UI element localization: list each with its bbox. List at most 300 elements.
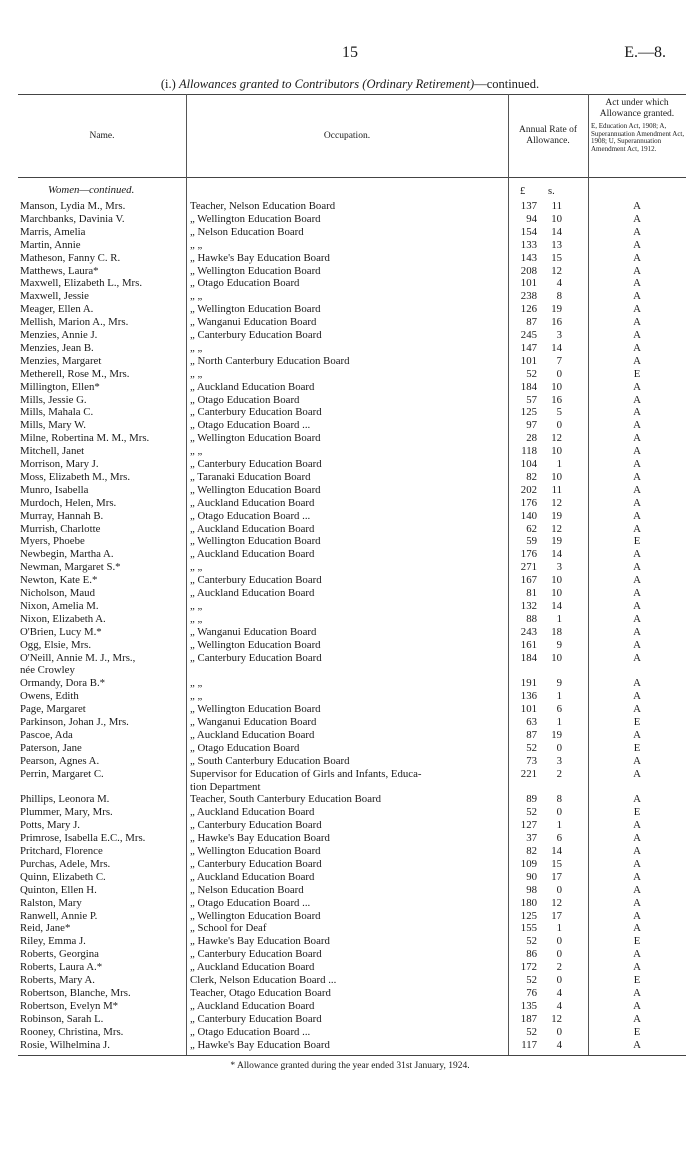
row-shillings: 10 (551, 380, 562, 393)
table-row (18, 806, 686, 819)
row-name: Ranwell, Annie P. (20, 909, 98, 922)
row-act: A (633, 754, 641, 767)
row-name: Myers, Phoebe (20, 535, 85, 548)
row-shillings: 14 (551, 599, 562, 612)
row-shillings: 14 (551, 845, 562, 857)
row-occupation: „ South Canterbury Education Board (190, 754, 350, 767)
row-pounds: 73 (526, 754, 537, 767)
row-occupation: „ Wellington Education Board (190, 212, 321, 225)
row-shillings: 3 (556, 754, 562, 767)
row-name: Menzies, Margaret (20, 354, 102, 367)
table-row (18, 716, 686, 729)
row-shillings: 0 (556, 419, 562, 432)
section-label: Women—continued. (48, 184, 135, 196)
table-row (18, 445, 686, 458)
row-act: A (633, 845, 641, 857)
row-occupation: Teacher, Otago Education Board (190, 986, 331, 999)
row-occupation: „ „ (190, 561, 203, 574)
row-occupation: „ Wellington Education Board (190, 535, 321, 548)
row-name: Riley, Emma J. (20, 935, 86, 948)
row-shillings: 9 (556, 677, 562, 690)
row-act: A (633, 483, 641, 496)
row-name: Plummer, Mary, Mrs. (20, 806, 113, 819)
row-act: E (633, 974, 641, 986)
table-row (18, 948, 686, 961)
row-pounds: 104 (520, 458, 537, 470)
row-act: A (633, 883, 641, 896)
footer-rule (18, 1055, 686, 1056)
row-act: A (633, 393, 641, 406)
row-act: A (633, 703, 641, 716)
row-shillings: 10 (551, 445, 562, 458)
table-row (18, 858, 686, 871)
row-occupation: „ Auckland Education Board (190, 806, 315, 819)
row-shillings: 4 (556, 999, 562, 1012)
row-pounds: 89 (526, 793, 537, 806)
row-name: Manson, Lydia M., Mrs. (20, 200, 126, 212)
row-pounds: 238 (520, 290, 537, 303)
row-occupation: „ Taranaki Education Board (190, 470, 311, 483)
row-act: A (633, 625, 641, 638)
table-row (18, 961, 686, 974)
row-pounds: 52 (526, 935, 537, 948)
row-shillings: 10 (551, 574, 562, 587)
table-row (18, 742, 686, 755)
row-name: Munro, Isabella (20, 483, 89, 496)
row-name: Ormandy, Dora B.* (20, 677, 106, 690)
table-row (18, 394, 686, 407)
row-pounds: 136 (520, 690, 537, 703)
row-name: Maxwell, Elizabeth L., Mrs. (20, 277, 143, 290)
row-shillings: 11 (551, 483, 562, 496)
row-act: A (633, 1012, 641, 1025)
row-act: A (633, 329, 641, 341)
row-name: Owens, Edith (20, 690, 79, 703)
row-pounds: 176 (520, 496, 537, 509)
row-name: Robertson, Blanche, Mrs. (20, 986, 131, 999)
row-occupation: „ Canterbury Education Board (190, 857, 322, 870)
table-row (18, 755, 686, 768)
row-pounds: 94 (526, 212, 537, 225)
row-occupation: „ Auckland Education Board (190, 548, 315, 561)
row-act: A (633, 767, 641, 780)
row-act: E (633, 806, 641, 819)
row-occupation: „ Canterbury Education Board (190, 948, 322, 961)
row-shillings: 1 (556, 716, 562, 728)
row-name: Pritchard, Florence (20, 845, 103, 857)
row-occupation: tion Department (190, 780, 261, 793)
row-act: A (633, 612, 641, 625)
row-name: Matthews, Laura* (20, 264, 99, 277)
table-row (18, 781, 686, 794)
table-row (18, 226, 686, 239)
row-pounds: 221 (520, 767, 537, 780)
row-act: A (633, 909, 641, 922)
row-act: A (633, 458, 641, 470)
row-pounds: 155 (520, 922, 537, 935)
row-act: A (633, 341, 641, 354)
row-act: A (633, 832, 641, 845)
row-occupation: „ Canterbury Education Board (190, 329, 322, 341)
row-shillings: 2 (556, 961, 562, 974)
row-shillings: 0 (556, 1025, 562, 1038)
row-act: A (633, 238, 641, 251)
row-name: Pearson, Agnes A. (20, 754, 100, 767)
row-shillings: 9 (556, 638, 562, 651)
row-name: Mills, Mary W. (20, 419, 86, 432)
row-act: A (633, 445, 641, 458)
row-act: E (633, 741, 641, 754)
row-act: A (633, 986, 641, 999)
row-pounds: 57 (526, 393, 537, 406)
table-row (18, 974, 686, 987)
row-occupation: „ „ (190, 238, 203, 251)
table-row (18, 922, 686, 935)
row-shillings: 19 (551, 535, 562, 548)
row-shillings: 1 (556, 458, 562, 470)
row-pounds: 109 (520, 857, 537, 870)
table-row (18, 587, 686, 600)
row-pounds: 101 (520, 703, 537, 716)
row-pounds: 208 (520, 264, 537, 277)
row-pounds: 180 (520, 896, 537, 909)
table-row (18, 484, 686, 497)
row-occupation: „ Canterbury Education Board (190, 574, 322, 587)
row-shillings: 12 (551, 432, 562, 445)
table-row (18, 239, 686, 252)
row-occupation: „ Nelson Education Board (190, 883, 304, 896)
row-occupation: „ Otago Education Board (190, 393, 300, 406)
table-row (18, 729, 686, 742)
row-name: Matheson, Fanny C. R. (20, 251, 121, 264)
table-row (18, 639, 686, 652)
row-name: Martin, Annie (20, 238, 81, 251)
row-act: A (633, 870, 641, 883)
row-pounds: 118 (521, 445, 537, 458)
row-shillings: 10 (551, 470, 562, 483)
row-shillings: 12 (551, 896, 562, 909)
row-shillings: 18 (551, 625, 562, 638)
row-pounds: 202 (520, 483, 537, 496)
table-row (18, 535, 686, 548)
row-occupation: Teacher, South Canterbury Education Board (190, 793, 381, 806)
row-pounds: 176 (520, 548, 537, 561)
row-shillings: 1 (556, 922, 562, 935)
row-occupation: „ Wanganui Education Board (190, 625, 317, 638)
row-name: Murrish, Charlotte (20, 522, 101, 535)
row-act: A (633, 303, 641, 316)
header-act (588, 95, 686, 180)
row-name: Mills, Mahala C. (20, 406, 94, 419)
row-act: A (633, 961, 641, 974)
row-pounds: 63 (526, 716, 537, 728)
row-act: A (633, 419, 641, 432)
table-row (18, 832, 686, 845)
row-name: Perrin, Margaret C. (20, 767, 104, 780)
row-act: A (633, 264, 641, 277)
table-row (18, 664, 686, 677)
row-pounds: 125 (520, 406, 537, 419)
row-shillings: 16 (551, 393, 562, 406)
row-pounds: 88 (526, 612, 537, 625)
row-pounds: 184 (520, 380, 537, 393)
row-shillings: 0 (556, 948, 562, 961)
row-name: Marchbanks, Davinia V. (20, 212, 125, 225)
row-name: Newman, Margaret S.* (20, 561, 121, 574)
row-occupation: „ Wellington Education Board (190, 264, 321, 277)
row-shillings: 4 (556, 986, 562, 999)
pounds-heading: £ (520, 186, 526, 197)
row-pounds: 86 (526, 948, 537, 961)
row-occupation: „ Canterbury Education Board (190, 819, 322, 832)
row-shillings: 19 (551, 303, 562, 316)
row-occupation: „ Nelson Education Board (190, 225, 304, 238)
row-name: Quinn, Elizabeth C. (20, 870, 106, 883)
row-pounds: 59 (526, 535, 537, 548)
row-shillings: 1 (556, 819, 562, 832)
row-name: Primrose, Isabella E.C., Mrs. (20, 832, 146, 845)
row-shillings: 0 (556, 883, 562, 896)
row-shillings: 17 (551, 870, 562, 883)
row-act: A (633, 509, 641, 522)
row-name: Nixon, Elizabeth A. (20, 612, 106, 625)
row-name: Robinson, Sarah L. (20, 1012, 104, 1025)
row-occupation: „ Otago Education Board ... (190, 896, 311, 909)
row-act: A (633, 316, 641, 329)
row-occupation: „ „ (190, 612, 203, 625)
row-name: O'Neill, Annie M. J., Mrs., (20, 651, 136, 664)
row-occupation: „ Auckland Education Board (190, 870, 315, 883)
row-act: E (633, 1025, 641, 1038)
row-occupation: „ Hawke's Bay Education Board (190, 935, 330, 948)
row-occupation: „ „ (190, 367, 203, 380)
row-pounds: 245 (520, 329, 537, 341)
row-pounds: 127 (520, 819, 537, 832)
row-occupation: „ „ (190, 599, 203, 612)
row-occupation: „ „ (190, 341, 203, 354)
row-name: Marris, Amelia (20, 225, 86, 238)
page-code: E.—8. (624, 44, 666, 61)
row-shillings: 0 (556, 806, 562, 819)
row-pounds: 137 (520, 200, 537, 212)
row-shillings: 15 (551, 251, 562, 264)
row-name: Parkinson, Johan J., Mrs. (20, 716, 129, 728)
row-shillings: 6 (556, 832, 562, 845)
table-row (18, 1013, 686, 1026)
table-row (18, 600, 686, 613)
row-occupation: „ Wellington Education Board (190, 483, 321, 496)
row-occupation: „ „ (190, 677, 203, 690)
table-row (18, 265, 686, 278)
row-shillings: 14 (551, 341, 562, 354)
row-shillings: 1 (556, 690, 562, 703)
row-occupation: „ Auckland Education Board (190, 728, 315, 741)
row-occupation: „ Canterbury Education Board (190, 1012, 322, 1025)
row-name: Potts, Mary J. (20, 819, 80, 832)
row-name: Moss, Elizabeth M., Mrs. (20, 470, 131, 483)
row-shillings: 17 (551, 909, 562, 922)
table-row (18, 677, 686, 690)
row-act: A (633, 587, 641, 599)
row-pounds: 37 (526, 832, 537, 845)
row-shillings: 8 (556, 290, 562, 303)
row-pounds: 172 (520, 961, 537, 974)
row-occupation: „ Wellington Education Board (190, 303, 321, 316)
row-shillings: 7 (556, 354, 562, 367)
row-pounds: 167 (520, 574, 537, 587)
title-suffix: —continued. (474, 77, 540, 91)
table-row (18, 1026, 686, 1039)
row-name: Paterson, Jane (20, 741, 82, 754)
row-pounds: 52 (526, 367, 537, 380)
row-act: E (633, 935, 641, 948)
table-row (18, 845, 686, 858)
table-row (18, 252, 686, 265)
row-name: Murdoch, Helen, Mrs. (20, 496, 117, 509)
row-name: Menzies, Jean B. (20, 341, 94, 354)
row-occupation: „ Wellington Education Board (190, 638, 321, 651)
row-shillings: 19 (551, 728, 562, 741)
row-act: A (633, 212, 641, 225)
row-act: A (633, 432, 641, 445)
row-shillings: 12 (551, 496, 562, 509)
row-shillings: 0 (556, 367, 562, 380)
row-name: Rosie, Wilhelmina J. (20, 1038, 110, 1051)
row-pounds: 184 (520, 651, 537, 664)
row-pounds: 187 (520, 1012, 537, 1025)
row-act: A (633, 948, 641, 961)
row-occupation: „ „ (190, 290, 203, 303)
row-act: A (633, 819, 641, 832)
table-row (18, 690, 686, 703)
row-pounds: 87 (526, 728, 537, 741)
row-pounds: 82 (526, 470, 537, 483)
row-occupation: „ School for Deaf (190, 922, 267, 935)
row-name: Meager, Ellen A. (20, 303, 94, 316)
table-row (18, 652, 686, 665)
row-name: Mellish, Marion A., Mrs. (20, 316, 129, 329)
row-occupation: „ „ (190, 690, 203, 703)
row-name: Menzies, Annie J. (20, 329, 98, 341)
row-occupation: „ Canterbury Education Board (190, 458, 322, 470)
row-name: Millington, Ellen* (20, 380, 100, 393)
row-occupation: „ Hawke's Bay Education Board (190, 251, 330, 264)
row-name: Robertson, Evelyn M* (20, 999, 119, 1012)
row-shillings: 14 (551, 225, 562, 238)
row-occupation: Clerk, Nelson Education Board ... (190, 974, 337, 986)
row-pounds: 143 (520, 251, 537, 264)
row-occupation: „ Otago Education Board (190, 741, 300, 754)
row-name: Mills, Jessie G. (20, 393, 87, 406)
table-header (18, 94, 686, 178)
row-occupation: „ Wanganui Education Board (190, 716, 317, 728)
page-number: 15 (342, 44, 358, 61)
table-row (18, 368, 686, 381)
row-pounds: 98 (526, 883, 537, 896)
row-shillings: 12 (551, 264, 562, 277)
row-act: E (633, 716, 641, 728)
row-act: A (633, 999, 641, 1012)
row-pounds: 52 (526, 806, 537, 819)
table-row (18, 884, 686, 897)
row-shillings: 0 (556, 974, 562, 986)
row-pounds: 117 (521, 1038, 537, 1051)
row-pounds: 82 (526, 845, 537, 857)
row-name: Reid, Jane* (20, 922, 71, 935)
table-row (18, 277, 686, 290)
row-shillings: 12 (551, 522, 562, 535)
row-name: Page, Margaret (20, 703, 86, 716)
shillings-heading: s. (548, 186, 555, 197)
row-occupation: „ Hawke's Bay Education Board (190, 1038, 330, 1051)
row-occupation: „ „ (190, 445, 203, 458)
row-pounds: 147 (520, 341, 537, 354)
table-row (18, 419, 686, 432)
row-shillings: 5 (556, 406, 562, 419)
row-occupation: „ Canterbury Education Board (190, 406, 322, 419)
row-name: Purchas, Adele, Mrs. (20, 857, 111, 870)
row-occupation: „ Otago Education Board (190, 277, 300, 290)
row-occupation: „ Auckland Education Board (190, 999, 315, 1012)
row-shillings: 11 (551, 200, 562, 212)
row-pounds: 101 (520, 277, 537, 290)
table-row (18, 871, 686, 884)
table-row (18, 561, 686, 574)
row-name: Roberts, Laura A.* (20, 961, 103, 974)
row-act: A (633, 251, 641, 264)
table-row (18, 987, 686, 1000)
row-occupation: „ Wanganui Education Board (190, 316, 317, 329)
row-occupation: „ Wellington Education Board (190, 909, 321, 922)
row-name: Phillips, Leonora M. (20, 793, 110, 806)
table-row (18, 897, 686, 910)
row-act: A (633, 574, 641, 587)
table-row (18, 497, 686, 510)
row-shillings: 6 (556, 703, 562, 716)
table-row (18, 910, 686, 923)
table-row (18, 793, 686, 806)
table-row (18, 200, 686, 213)
row-pounds: 191 (520, 677, 537, 690)
row-occupation: „ Wellington Education Board (190, 703, 321, 716)
row-name: Rooney, Christina, Mrs. (20, 1025, 124, 1038)
row-pounds: 52 (526, 1025, 537, 1038)
table-row (18, 523, 686, 536)
table-row (18, 1039, 686, 1052)
row-act: A (633, 200, 641, 212)
row-name: Roberts, Georgina (20, 948, 99, 961)
row-pounds: 135 (520, 999, 537, 1012)
row-occupation: „ Auckland Education Board (190, 496, 315, 509)
table-row (18, 342, 686, 355)
row-act: A (633, 496, 641, 509)
row-shillings: 3 (556, 561, 562, 574)
row-pounds: 52 (526, 741, 537, 754)
table-row (18, 626, 686, 639)
row-occupation: „ North Canterbury Education Board (190, 354, 350, 367)
row-pounds: 132 (520, 599, 537, 612)
row-act: A (633, 728, 641, 741)
row-act: A (633, 677, 641, 690)
row-name: Nixon, Amelia M. (20, 599, 99, 612)
row-name: Pascoe, Ada (20, 728, 73, 741)
row-shillings: 0 (556, 741, 562, 754)
table-row (18, 355, 686, 368)
table-row (18, 316, 686, 329)
table-row (18, 406, 686, 419)
row-act: A (633, 638, 641, 651)
title-italic: Allowances granted to Contributors (Ordinary Retirement) (178, 77, 475, 91)
